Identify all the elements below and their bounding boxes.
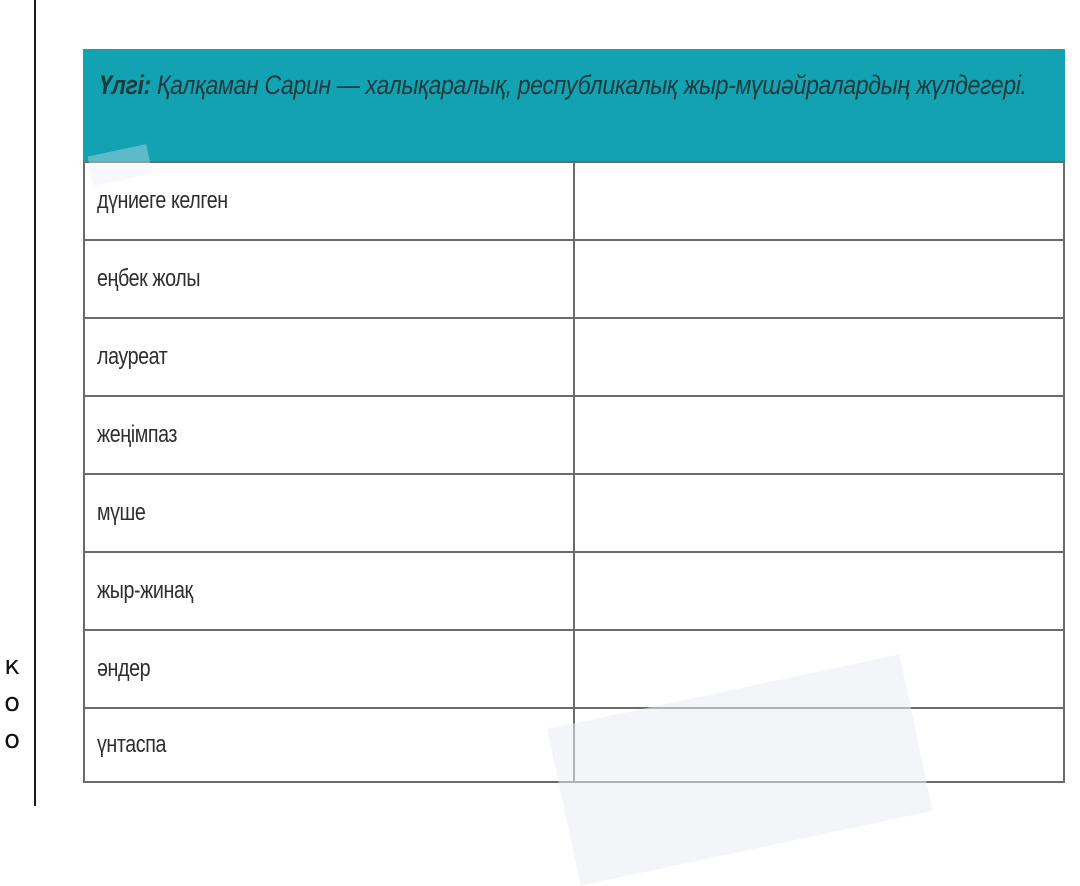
cut-off-text (0, 648, 20, 759)
term-cell (84, 240, 574, 318)
cut-off-char: о (4, 688, 20, 718)
table-header-cell (84, 50, 1064, 162)
term-label: дүниеге келген (97, 187, 228, 214)
cut-off-char: о (4, 725, 20, 755)
term-label: жеңімпаз (97, 421, 178, 448)
table-row (84, 240, 1064, 318)
term-label: жыр-жинақ (97, 577, 193, 604)
answer-cell[interactable] (574, 162, 1064, 240)
answer-cell[interactable] (574, 240, 1064, 318)
table-row (84, 162, 1064, 240)
term-label: әндер (97, 655, 151, 682)
term-cell (84, 552, 574, 630)
table-row (84, 552, 1064, 630)
table-row (84, 318, 1064, 396)
term-cell (84, 396, 574, 474)
table-row (84, 396, 1064, 474)
term-cell (84, 708, 574, 782)
table-row (84, 474, 1064, 552)
term-cell (84, 474, 574, 552)
table-row (84, 708, 1064, 782)
example-text (99, 65, 1062, 105)
term-label: үнтаспа (97, 731, 167, 758)
answer-cell[interactable] (574, 474, 1064, 552)
page-left-border (34, 0, 36, 806)
term-label: мүше (97, 499, 146, 526)
table-header-row (84, 50, 1064, 162)
term-cell (84, 162, 574, 240)
term-cell (84, 318, 574, 396)
answer-cell[interactable] (574, 708, 1064, 782)
term-label: лауреат (97, 343, 168, 370)
answer-cell[interactable] (574, 552, 1064, 630)
term-cell (84, 630, 574, 708)
exercise-table (83, 49, 1065, 783)
table-row (84, 630, 1064, 708)
answer-cell[interactable] (574, 630, 1064, 708)
term-label: еңбек жолы (97, 265, 201, 292)
example-sentence: Қалқаман Сарин — халықаралық, республикалық жыр-мүшәйралардың жүлдегері. (156, 70, 1027, 100)
cut-off-char: к (4, 651, 20, 681)
example-label: Үлгі: (99, 70, 151, 100)
answer-cell[interactable] (574, 318, 1064, 396)
answer-cell[interactable] (574, 396, 1064, 474)
